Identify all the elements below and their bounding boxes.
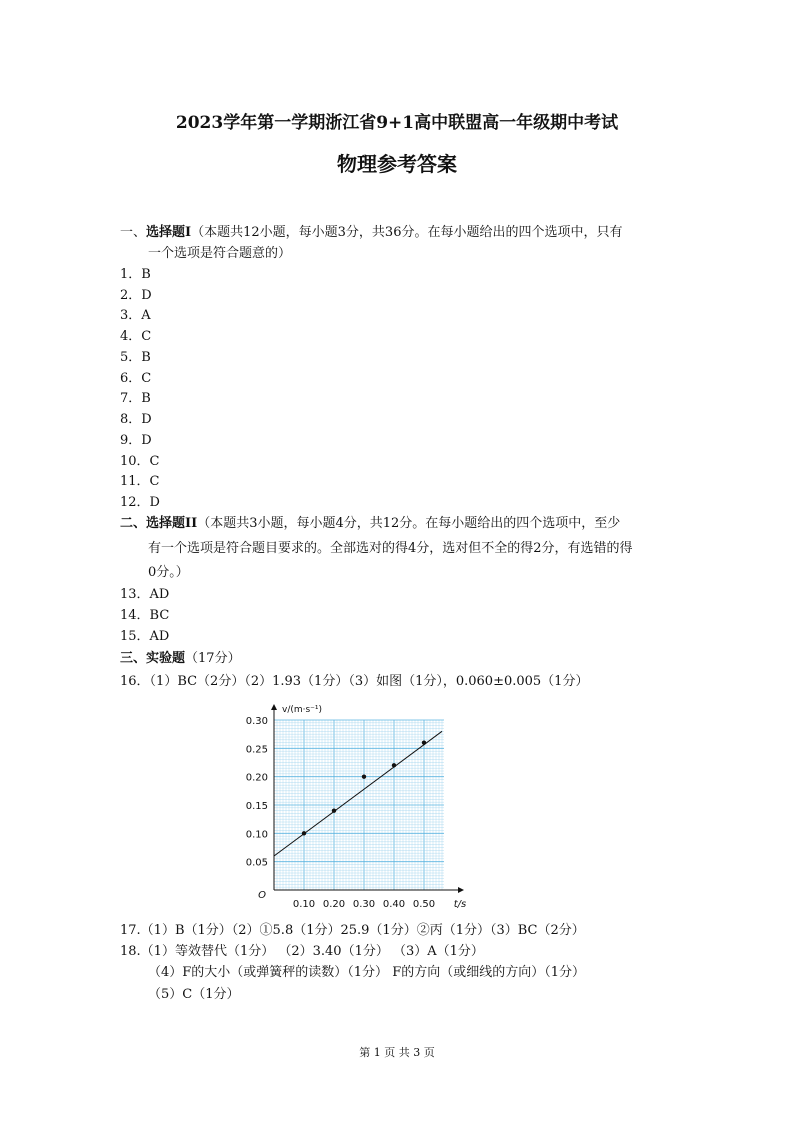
section2-heading — [120, 513, 620, 534]
chart-grid — [274, 720, 444, 890]
section2-desc-1: （本题共3小题，每小题4分，共12分。在每小题给出的四个选项中，至少 — [197, 516, 621, 531]
section3-number: 三、 — [120, 651, 147, 666]
section1-desc-1: （本题共12小题，每小题3分，共36分。在每小题给出的四个选项中，只有 — [191, 225, 623, 240]
answer-15: 15．AD — [120, 629, 170, 644]
answer-16: 16．（1）BC（2分）（2）1.93（1分）（3）如图（1分），0.060±0.005（1分） — [120, 674, 589, 689]
section1-number: 一、 — [120, 225, 147, 240]
answer-17: 17.（1）B（1分）（2）①5.8（1分）25.9（1分）②丙（1分）（3）BC（2分） — [120, 923, 585, 938]
y-tick-label: 0.20 — [245, 772, 268, 784]
section1-title: 选择题I — [146, 225, 192, 240]
answer-14: 14．BC — [120, 608, 170, 623]
answer-18-line2: （4）F的大小（或弹簧秤的读数）（1分） F的方向（或细线的方向）（1分） — [148, 965, 585, 980]
answer-1: 1．B — [120, 267, 151, 282]
x-tick-label: 0.50 — [412, 899, 436, 910]
answer-6: 6．C — [120, 371, 152, 386]
y-tick-label: 0.05 — [245, 857, 268, 869]
velocity-time-graph — [236, 698, 472, 920]
data-point — [422, 740, 426, 744]
answer-7: 7．B — [120, 391, 151, 406]
answer-4: 4．C — [120, 329, 152, 344]
answer-2: 2．D — [120, 288, 152, 303]
page-number: 第 1 页 共 3 页 — [359, 1046, 435, 1059]
x-tick-label: 0.30 — [352, 899, 376, 910]
x-tick-label: 0.40 — [382, 899, 406, 910]
answer-9: 9．D — [120, 433, 152, 448]
y-axis-arrow-icon — [271, 704, 277, 710]
y-axis-label: v/(m·s⁻¹) — [282, 705, 323, 715]
answer-18-line1: 18.（1）等效替代（1分） （2）3.40（1分） （3）A（1分） — [120, 944, 484, 959]
x-axis-arrow-icon — [458, 887, 464, 893]
answer-3: 3．A — [120, 308, 151, 323]
answer-10: 10．C — [120, 454, 160, 469]
answer-12: 12．D — [120, 495, 160, 510]
section2-desc-3: 0分。） — [148, 565, 189, 580]
answer-subtitle: 物理参考答案 — [337, 152, 457, 176]
x-tick-label: 0.10 — [292, 899, 316, 910]
answer-18-line3: （5）C（1分） — [148, 987, 240, 1002]
x-axis-label: t/s — [453, 899, 467, 910]
section3-title: 实验题 — [146, 651, 186, 666]
section2-number: 二、 — [120, 516, 147, 531]
exam-title: 2023学年第一学期浙江省9+1高中联盟高一年级期中考试 — [175, 113, 619, 133]
y-tick-label: 0.10 — [245, 829, 268, 841]
answer-13: 13．AD — [120, 587, 170, 602]
section2-desc-2: 有一个选项是符合题目要求的。全部选对的得4分，选对但不全的得2分，有选错的得 — [148, 541, 633, 556]
section1-heading — [120, 222, 622, 243]
origin-label: O — [258, 890, 266, 901]
answer-11: 11．C — [120, 474, 160, 489]
answer-8: 8．D — [120, 412, 152, 427]
section3-heading — [120, 648, 241, 669]
y-tick-label: 0.30 — [245, 716, 268, 727]
data-point — [392, 763, 396, 767]
section1-desc-2: 一个选项是符合题意的） — [148, 246, 292, 261]
x-tick-label: 0.20 — [322, 899, 346, 910]
answer-5: 5．B — [120, 350, 151, 365]
section3-points: （17分） — [185, 651, 241, 666]
data-point — [302, 831, 306, 835]
y-tick-label: 0.15 — [245, 801, 268, 812]
section2-title: 选择题II — [146, 516, 198, 531]
data-point — [332, 808, 336, 812]
data-point — [362, 774, 366, 778]
y-tick-label: 0.25 — [245, 744, 268, 756]
